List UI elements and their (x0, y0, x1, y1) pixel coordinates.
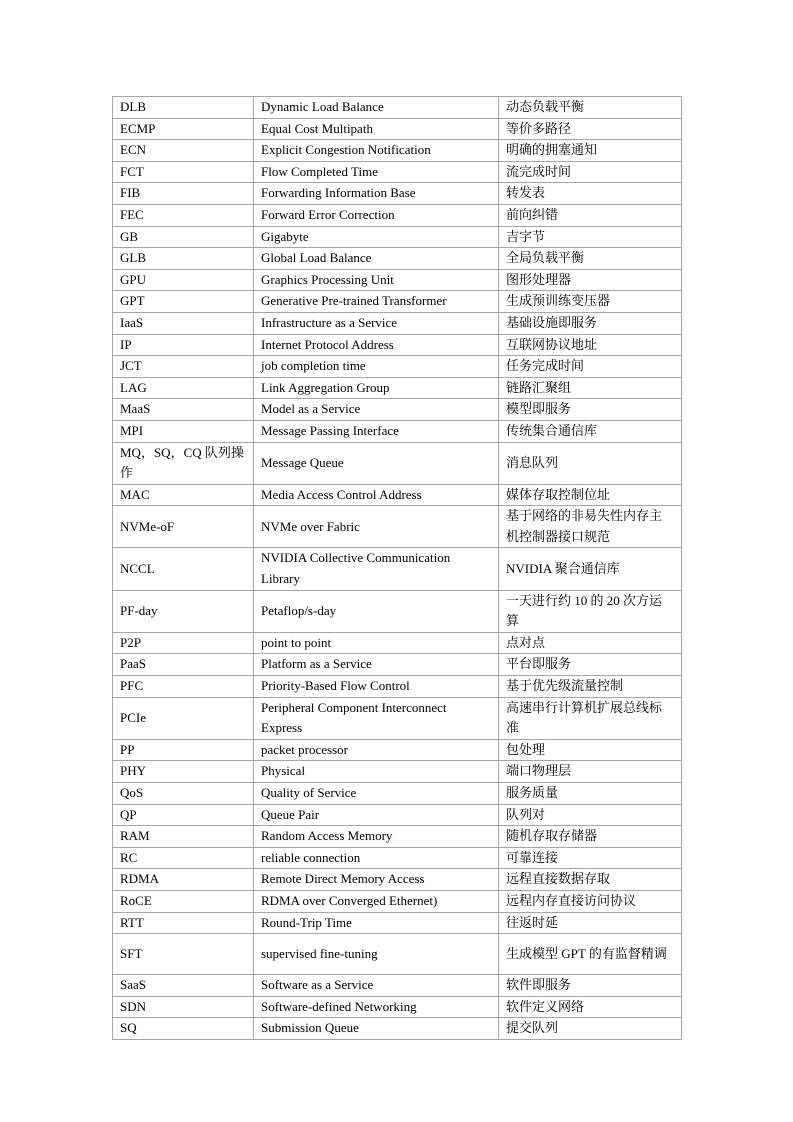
table-row (113, 377, 682, 399)
english-term-cell: NVIDIA Collective Communication Library (254, 548, 499, 590)
chinese-term-cell: 基于优先级流量控制 (499, 676, 682, 698)
english-term-cell: Priority-Based Flow Control (254, 676, 499, 698)
chinese-term-cell: 远程直接数据存取 (499, 869, 682, 891)
table-row (113, 161, 682, 183)
table-row (113, 291, 682, 313)
english-term-cell: reliable connection (254, 847, 499, 869)
table-row (113, 484, 682, 506)
table-row (113, 1018, 682, 1040)
abbreviation-cell: FEC (113, 204, 254, 226)
table-row (113, 590, 682, 632)
english-term-cell: Forward Error Correction (254, 204, 499, 226)
english-term-cell: Round-Trip Time (254, 912, 499, 934)
english-term-cell: Infrastructure as a Service (254, 312, 499, 334)
abbreviation-cell: ECN (113, 140, 254, 162)
english-term-cell: Quality of Service (254, 783, 499, 805)
chinese-term-cell: 基础设施即服务 (499, 312, 682, 334)
english-term-cell: Software-defined Networking (254, 996, 499, 1018)
table-row (113, 654, 682, 676)
table-row (113, 140, 682, 162)
table-row (113, 697, 682, 739)
abbreviation-cell: PCIe (113, 697, 254, 739)
chinese-term-cell: 包处理 (499, 739, 682, 761)
abbreviation-cell: QP (113, 804, 254, 826)
english-term-cell: Message Passing Interface (254, 420, 499, 442)
abbreviation-cell: NCCL (113, 548, 254, 590)
chinese-term-cell: 前向纠错 (499, 204, 682, 226)
english-term-cell: Queue Pair (254, 804, 499, 826)
glossary-table-body (113, 97, 682, 1040)
chinese-term-cell: 任务完成时间 (499, 356, 682, 378)
chinese-term-cell: 明确的拥塞通知 (499, 140, 682, 162)
english-term-cell: Petaflop/s-day (254, 590, 499, 632)
english-term-cell: Gigabyte (254, 226, 499, 248)
table-row (113, 442, 682, 484)
chinese-term-cell: 一天进行约 10 的 20 次方运算 (499, 590, 682, 632)
chinese-term-cell: 可靠连接 (499, 847, 682, 869)
table-row (113, 226, 682, 248)
english-term-cell: Generative Pre-trained Transformer (254, 291, 499, 313)
abbreviation-cell: RTT (113, 912, 254, 934)
abbreviation-cell: SFT (113, 934, 254, 975)
abbreviation-cell: SaaS (113, 975, 254, 997)
abbreviation-cell: IP (113, 334, 254, 356)
english-term-cell: Media Access Control Address (254, 484, 499, 506)
table-row (113, 97, 682, 119)
table-row (113, 739, 682, 761)
abbreviation-cell: SDN (113, 996, 254, 1018)
table-row (113, 399, 682, 421)
english-term-cell: Message Queue (254, 442, 499, 484)
table-row (113, 826, 682, 848)
chinese-term-cell: 生成预训练变压器 (499, 291, 682, 313)
table-row (113, 676, 682, 698)
chinese-term-cell: 消息队列 (499, 442, 682, 484)
table-row (113, 248, 682, 270)
chinese-term-cell: 全局负载平衡 (499, 248, 682, 270)
abbreviation-cell: FCT (113, 161, 254, 183)
english-term-cell: packet processor (254, 739, 499, 761)
abbreviation-cell: IaaS (113, 312, 254, 334)
chinese-term-cell: 吉字节 (499, 226, 682, 248)
chinese-term-cell: 模型即服务 (499, 399, 682, 421)
english-term-cell: Dynamic Load Balance (254, 97, 499, 119)
abbreviation-cell: MaaS (113, 399, 254, 421)
chinese-term-cell: 远程内存直接访问协议 (499, 890, 682, 912)
english-term-cell: supervised fine-tuning (254, 934, 499, 975)
abbreviation-cell: PP (113, 739, 254, 761)
chinese-term-cell: 链路汇聚组 (499, 377, 682, 399)
abbreviation-cell: MAC (113, 484, 254, 506)
table-row (113, 996, 682, 1018)
table-row (113, 869, 682, 891)
abbreviation-cell: PHY (113, 761, 254, 783)
chinese-term-cell: 生成模型 GPT 的有监督精调 (499, 934, 682, 975)
abbreviation-cell: SQ (113, 1018, 254, 1040)
chinese-term-cell: 转发表 (499, 183, 682, 205)
english-term-cell: Global Load Balance (254, 248, 499, 270)
chinese-term-cell: 等价多路径 (499, 118, 682, 140)
table-row (113, 506, 682, 548)
english-term-cell: Forwarding Information Base (254, 183, 499, 205)
abbreviation-cell: PF-day (113, 590, 254, 632)
table-row (113, 975, 682, 997)
abbreviation-cell: GLB (113, 248, 254, 270)
chinese-term-cell: 往返时延 (499, 912, 682, 934)
glossary-table (112, 96, 682, 1040)
chinese-term-cell: 流完成时间 (499, 161, 682, 183)
abbreviation-cell: MQ，SQ，CQ 队列操作 (113, 442, 254, 484)
chinese-term-cell: 传统集合通信库 (499, 420, 682, 442)
table-row (113, 269, 682, 291)
abbreviation-cell: GPT (113, 291, 254, 313)
english-term-cell: Explicit Congestion Notification (254, 140, 499, 162)
chinese-term-cell: 端口物理层 (499, 761, 682, 783)
table-row (113, 934, 682, 975)
abbreviation-cell: NVMe-oF (113, 506, 254, 548)
chinese-term-cell: 服务质量 (499, 783, 682, 805)
chinese-term-cell: 随机存取存储器 (499, 826, 682, 848)
english-term-cell: Flow Completed Time (254, 161, 499, 183)
abbreviation-cell: ECMP (113, 118, 254, 140)
abbreviation-cell: MPI (113, 420, 254, 442)
english-term-cell: NVMe over Fabric (254, 506, 499, 548)
table-row (113, 804, 682, 826)
english-term-cell: RDMA over Converged Ethernet) (254, 890, 499, 912)
table-row (113, 912, 682, 934)
table-row (113, 312, 682, 334)
chinese-term-cell: NVIDIA 聚合通信库 (499, 548, 682, 590)
english-term-cell: Link Aggregation Group (254, 377, 499, 399)
chinese-term-cell: 图形处理器 (499, 269, 682, 291)
table-row (113, 548, 682, 590)
abbreviation-cell: DLB (113, 97, 254, 119)
chinese-term-cell: 基于网络的非易失性内存主机控制器接口规范 (499, 506, 682, 548)
chinese-term-cell: 高速串行计算机扩展总线标准 (499, 697, 682, 739)
english-term-cell: point to point (254, 632, 499, 654)
abbreviation-cell: RDMA (113, 869, 254, 891)
abbreviation-cell: GB (113, 226, 254, 248)
english-term-cell: Submission Queue (254, 1018, 499, 1040)
english-term-cell: Equal Cost Multipath (254, 118, 499, 140)
abbreviation-cell: QoS (113, 783, 254, 805)
english-term-cell: job completion time (254, 356, 499, 378)
table-row (113, 632, 682, 654)
chinese-term-cell: 点对点 (499, 632, 682, 654)
table-row (113, 183, 682, 205)
english-term-cell: Model as a Service (254, 399, 499, 421)
abbreviation-cell: RoCE (113, 890, 254, 912)
table-row (113, 783, 682, 805)
abbreviation-cell: P2P (113, 632, 254, 654)
table-row (113, 334, 682, 356)
table-row (113, 847, 682, 869)
chinese-term-cell: 动态负载平衡 (499, 97, 682, 119)
english-term-cell: Peripheral Component Interconnect Express (254, 697, 499, 739)
abbreviation-cell: FIB (113, 183, 254, 205)
chinese-term-cell: 队列对 (499, 804, 682, 826)
abbreviation-cell: LAG (113, 377, 254, 399)
english-term-cell: Software as a Service (254, 975, 499, 997)
english-term-cell: Random Access Memory (254, 826, 499, 848)
abbreviation-cell: PFC (113, 676, 254, 698)
english-term-cell: Remote Direct Memory Access (254, 869, 499, 891)
chinese-term-cell: 软件即服务 (499, 975, 682, 997)
abbreviation-cell: RC (113, 847, 254, 869)
chinese-term-cell: 互联网协议地址 (499, 334, 682, 356)
chinese-term-cell: 平台即服务 (499, 654, 682, 676)
table-row (113, 761, 682, 783)
table-row (113, 356, 682, 378)
table-row (113, 204, 682, 226)
english-term-cell: Graphics Processing Unit (254, 269, 499, 291)
abbreviation-cell: PaaS (113, 654, 254, 676)
table-row (113, 420, 682, 442)
abbreviation-cell: JCT (113, 356, 254, 378)
chinese-term-cell: 提交队列 (499, 1018, 682, 1040)
english-term-cell: Internet Protocol Address (254, 334, 499, 356)
table-row (113, 890, 682, 912)
english-term-cell: Platform as a Service (254, 654, 499, 676)
chinese-term-cell: 媒体存取控制位址 (499, 484, 682, 506)
table-row (113, 118, 682, 140)
chinese-term-cell: 软件定义网络 (499, 996, 682, 1018)
abbreviation-cell: RAM (113, 826, 254, 848)
english-term-cell: Physical (254, 761, 499, 783)
abbreviation-cell: GPU (113, 269, 254, 291)
